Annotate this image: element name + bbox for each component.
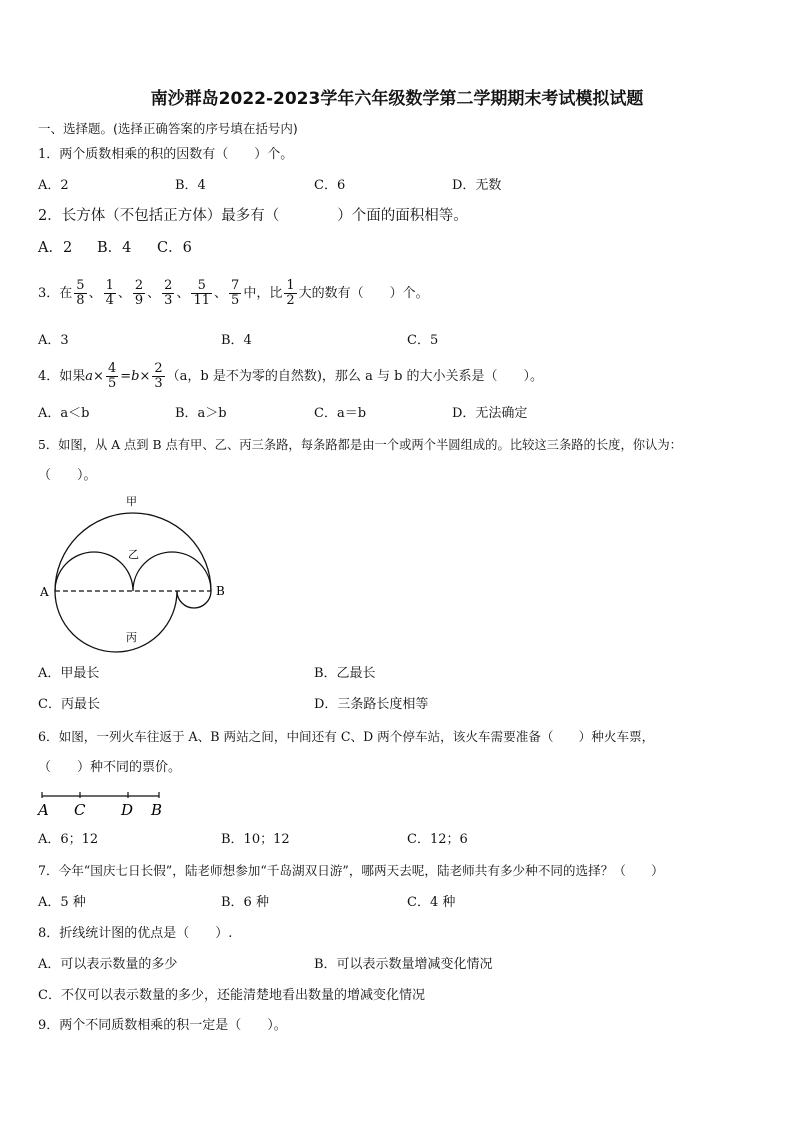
q2-option-c[interactable]: C．6 xyxy=(157,240,192,256)
question-2-stem: 2．长方体（不包括正方体）最多有（ ）个面的面积相等。 xyxy=(38,208,468,224)
section-heading: 一、选择题。(选择正确答案的序号填在括号内) xyxy=(38,121,298,136)
question-4-stem: 4．如果a× $\frac{4}{5}$ =b× $\frac{2}{3}$ （a，b 是不为零的自然数)，那么 a 与 b 的大小关系是（ ）。 xyxy=(38,361,544,391)
page-title: 南沙群岛2022-2023学年六年级数学第二学期期末考试模拟试题 xyxy=(150,89,644,109)
q5-option-d[interactable]: D．三条路长度相等 xyxy=(314,697,429,712)
q5-option-c[interactable]: C．丙最长 xyxy=(38,697,100,712)
q3-option-a[interactable]: A．3 xyxy=(38,333,69,348)
q4-option-d[interactable]: D．无法确定 xyxy=(452,406,528,421)
q3-option-c[interactable]: C．5 xyxy=(407,333,439,348)
question-3-stem: 3．在 $\frac{5}{8}$ 、 $\frac{1}{4}$ 、 $\frac{2}{9}$ 、 $\frac{2}{3}$ 、 $\frac{5}{11}$ 、 $\frac{7}{5}$ 中，比 $\frac{1}{2}$ 大的数有（ ）个。 xyxy=(38,278,429,308)
q4-option-b[interactable]: B．a＞b xyxy=(175,406,227,421)
q7-option-c[interactable]: C．4 种 xyxy=(407,895,456,910)
fraction: $\frac{5}{8}$ xyxy=(76,278,85,308)
question-5-stem: 5．如图，从 A 点到 B 点有甲、乙、丙三条路，每条路都是由一个或两个半圆组成的。比较这三条路的长度，你认为： xyxy=(38,438,682,452)
station-b-label: B xyxy=(151,801,163,819)
q8-option-b[interactable]: B．可以表示数量增减变化情况 xyxy=(314,957,493,972)
three-paths-figure xyxy=(30,488,240,658)
station-c-label: C xyxy=(74,801,86,819)
q1-option-c[interactable]: C．6 xyxy=(314,178,346,193)
label-jia: 甲 xyxy=(126,495,137,508)
fraction: $\frac{2}{3}$ xyxy=(164,278,173,308)
q4-option-a[interactable]: A．a＜b xyxy=(38,406,90,421)
fraction: $\frac{2}{3}$ xyxy=(154,361,163,391)
question-1-stem: 1．两个质数相乘的积的因数有（ ）个。 xyxy=(38,147,294,162)
station-d-label: D xyxy=(121,801,134,819)
q1-option-d[interactable]: D．无数 xyxy=(452,178,502,193)
point-a-label: A xyxy=(40,585,49,599)
q6-option-c[interactable]: C．12；6 xyxy=(407,832,468,847)
fraction: $\frac{1}{4}$ xyxy=(105,278,114,308)
point-b-label: B xyxy=(216,584,225,598)
label-bing: 丙 xyxy=(126,631,137,644)
q8-option-c[interactable]: C．不仅可以表示数量的多少，还能清楚地看出数量的增减变化情况 xyxy=(38,988,425,1003)
q6-option-b[interactable]: B．10；12 xyxy=(221,832,290,847)
q8-option-a[interactable]: A．可以表示数量的多少 xyxy=(38,957,178,972)
fraction: $\frac{1}{2}$ xyxy=(286,278,295,308)
question-8-stem: 8．折线统计图的优点是（ ）. xyxy=(38,926,233,941)
q6-option-a[interactable]: A．6；12 xyxy=(38,832,99,847)
q1-option-a[interactable]: A．2 xyxy=(38,178,69,193)
q2-option-a[interactable]: A．2 xyxy=(38,240,73,256)
fraction: $\frac{7}{5}$ xyxy=(231,278,240,308)
q5-option-b[interactable]: B．乙最长 xyxy=(314,666,376,681)
fraction: $\frac{4}{5}$ xyxy=(107,361,117,391)
q3-prefix: 3．在 xyxy=(38,286,73,301)
question-5-stem-cont: （ ）。 xyxy=(38,468,97,483)
train-line-figure xyxy=(34,790,174,822)
path-bing-small xyxy=(177,591,211,608)
q7-option-a[interactable]: A．5 种 xyxy=(38,895,86,910)
question-7-stem: 7．今年“国庆七日长假”，陆老师想参加“千岛湖双日游”，哪两天去呢，陆老师共有多少种不同的选择？（ ） xyxy=(38,863,664,878)
station-a-label: A xyxy=(38,801,49,819)
label-yi: 乙 xyxy=(128,548,139,561)
question-6-stem-cont: （ ）种不同的票价。 xyxy=(38,760,182,775)
path-bing xyxy=(55,591,177,652)
q2-option-b[interactable]: B．4 xyxy=(97,240,132,256)
fraction: $\frac{2}{9}$ xyxy=(134,278,144,308)
q5-option-a[interactable]: A．甲最长 xyxy=(38,666,100,681)
question-6-stem: 6．如图，一列火车往返于 A、B 两站之间，中间还有 C、D 两个停车站，该火车需要准备（ ）种火车票， xyxy=(38,729,655,744)
q7-option-b[interactable]: B．6 种 xyxy=(221,895,269,910)
q3-option-b[interactable]: B．4 xyxy=(221,333,252,348)
q1-option-b[interactable]: B．4 xyxy=(175,178,206,193)
question-9-stem: 9．两个不同质数相乘的积一定是（ ）。 xyxy=(38,1018,287,1033)
fraction: $\frac{5}{11}$ xyxy=(193,278,211,308)
q4-option-c[interactable]: C．a＝b xyxy=(314,406,367,421)
